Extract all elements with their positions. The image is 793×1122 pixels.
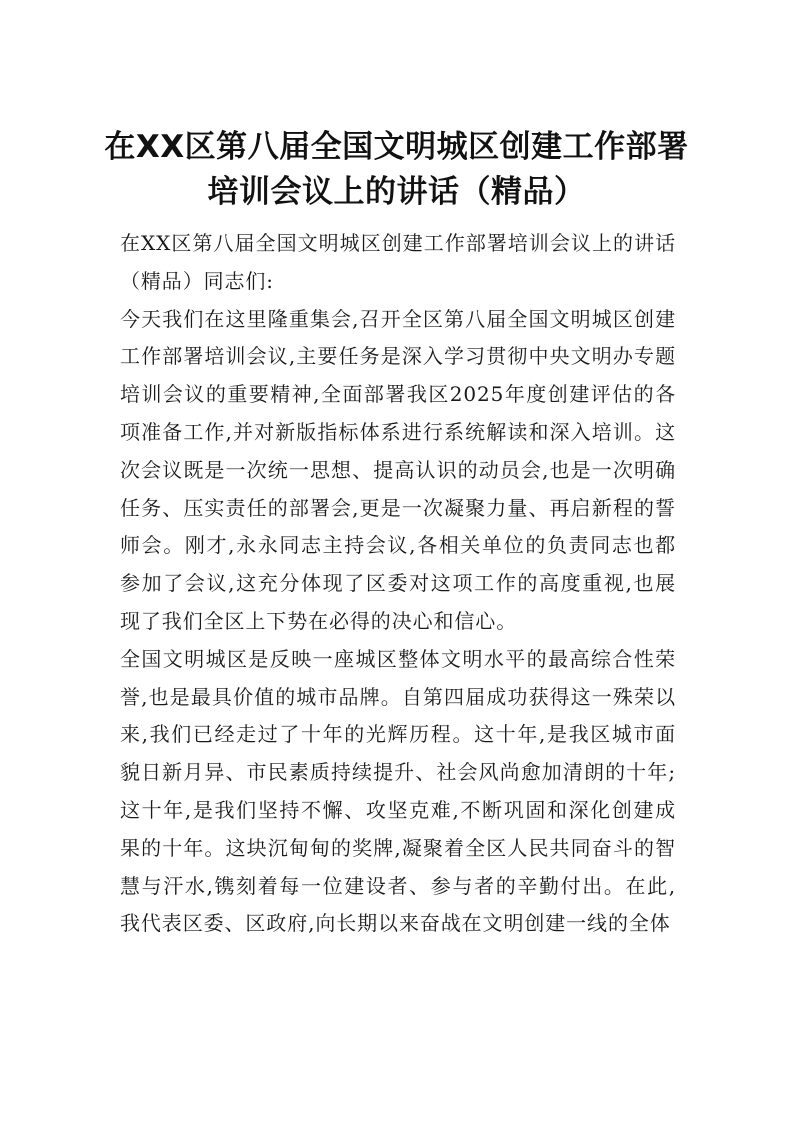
document-title-line-2: 培训会议上的讲话（精品） — [207, 174, 586, 210]
body-paragraph-1: 在XX区第八届全国文明城区创建工作部署培训会议上的讲话（精品）同志们: — [120, 231, 676, 293]
document-title-line-1: 在XX区第八届全国文明城区创建工作部署 — [104, 129, 689, 165]
body-paragraph-2: 今天我们在这里隆重集会,召开全区第八届全国文明城区创建工作部署培训会议,主要任务是深入学习贯彻中央文明办专题培训会议的重要精神,全面部署我区2025年度创建评估的各项准备工作,并对新版指标体系进行系统解读和深入培训。这次会议既是一次统一思想、提高认识的动员会,也是一次明确任务、压实责任的部署会,更是一次凝聚力量、再启新程的誓师会。刚才,永永同志主持会议,各相关单位的负责同志也都参加了会议,这充分体现了区委对这项工作的高度重视,也展现了我们全区上下势在必得的决心和信心。 — [120, 306, 676, 633]
body-paragraph-3: 全国文明城区是反映一座城区整体文明水平的最高综合性荣誉,也是最具价值的城市品牌。自第四届成功获得这一殊荣以来,我们已经走过了十年的光辉历程。这十年,是我区城市面貌日新月异、市民素质持续提升、社会风尚愈加清朗的十年;这十年,是我们坚持不懈、攻坚克难,不断巩固和深化创建成果的十年。这块沉甸甸的奖牌,凝聚着全区人民共同奋斗的智慧与汗水,镌刻着每一位建设者、参与者的辛勤付出。在此,我代表区委、区政府,向长期以来奋战在文明创建一线的全体 — [120, 646, 676, 936]
document-body — [120, 225, 676, 943]
